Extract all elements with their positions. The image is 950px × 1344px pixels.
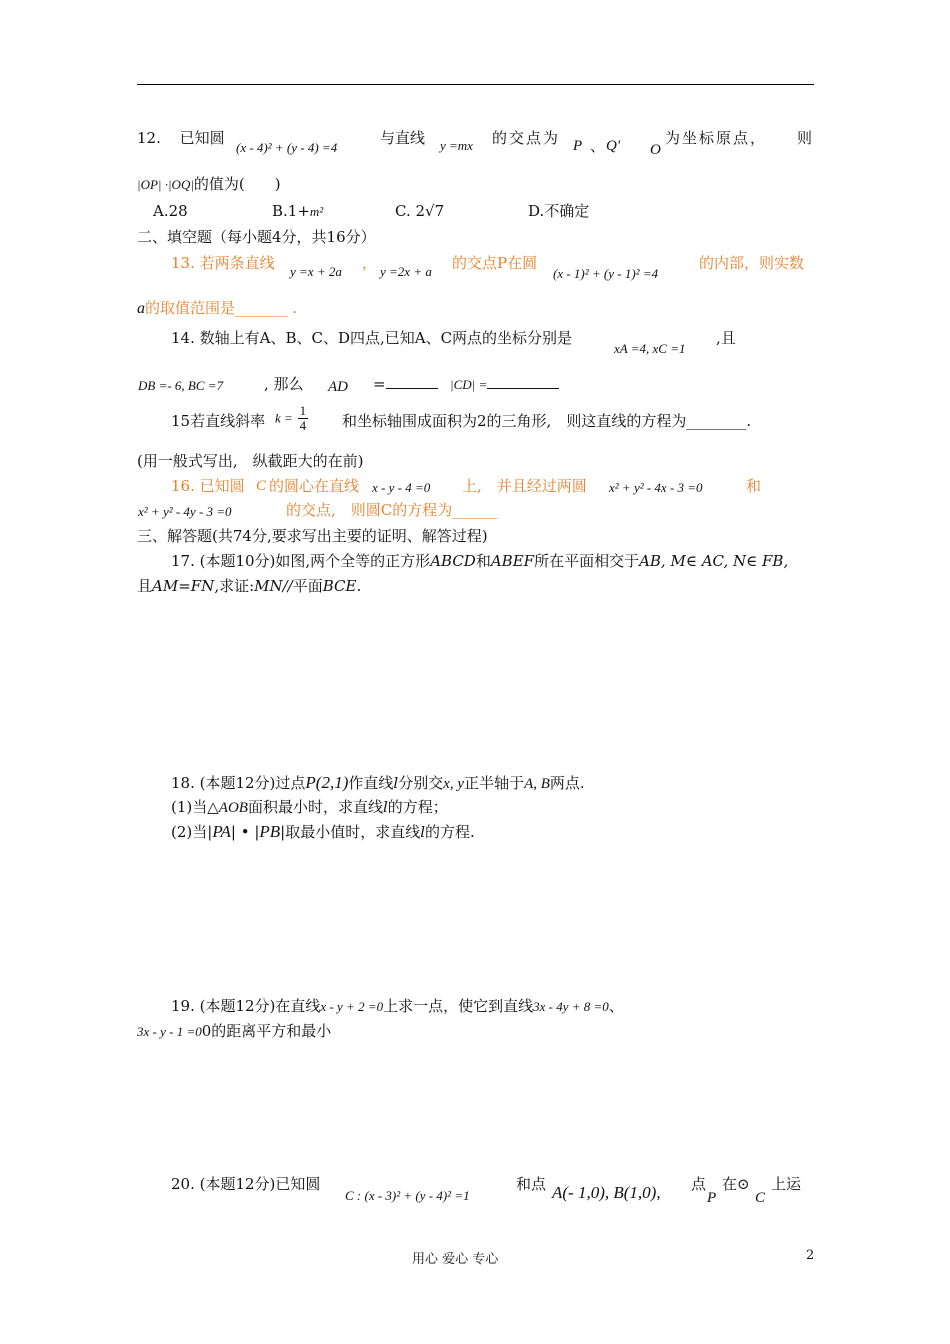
q17-and: 和 — [475, 552, 491, 570]
q19-line-3: 3x - y - 1 =0 — [137, 1024, 202, 1039]
q13-text-2: 的交点P在圆 — [452, 254, 538, 272]
q14-eq: = — [373, 375, 386, 393]
q13-circle-eq: (x - 1)² + (y - 1)² =4 — [553, 266, 659, 281]
q16-text-5: 的交点, 则圆C的方程为______ — [286, 501, 498, 519]
q12-option-b: B.1+ — [272, 202, 310, 220]
q15-fraction — [298, 404, 309, 433]
q14-text-2: ,且 — [716, 329, 736, 347]
q12-question: 的值为( ) — [193, 175, 281, 193]
q14-text-3: , 那么 — [264, 375, 304, 393]
q12-point-p: P — [573, 138, 583, 154]
q18-part2-text: |取最小值时，求直线 — [280, 823, 421, 841]
q14-blank-cd[interactable] — [487, 374, 559, 389]
q13-line-2: y =2x + a — [380, 264, 432, 279]
q12-option-d: D.不确定 — [528, 202, 590, 220]
q12-line-eq: y =mx — [440, 138, 473, 153]
q16-text-4: 和 — [746, 477, 762, 495]
q13-text: 13. 若两条直线 — [171, 254, 275, 272]
q17-abcd: ABCD — [430, 552, 476, 570]
q12-text-2: 与直线 — [380, 129, 426, 147]
q17-bce: BCE. — [322, 577, 362, 595]
q12-line1 — [137, 128, 225, 148]
q18-point: P(2,1) — [305, 773, 349, 792]
q20-points: A(- 1,0), B(1,0), — [552, 1183, 661, 1202]
q20-text-2: 和点 — [516, 1175, 547, 1193]
q18-text-4: 正半轴于 — [464, 774, 525, 792]
q18-part1-l: l — [382, 798, 388, 816]
q18-text-5: 两点. — [549, 774, 585, 792]
q12-point-q: Q' — [606, 138, 621, 154]
q12-expression: |OP| ·|OQ| — [137, 177, 194, 192]
q20-circle-eq: C : (x - 3)² + (y - 4)² =1 — [345, 1188, 470, 1203]
q19-line-1: x - y + 2 =0 — [320, 999, 384, 1014]
q15-note: (用一般式写出, 纵截距大的在前) — [137, 452, 364, 470]
q18-ab: A, B — [524, 776, 550, 792]
q12-text-5: 则 — [797, 129, 813, 147]
q18-l: l — [393, 774, 399, 792]
q16-circle-c: C — [256, 478, 267, 494]
q12-origin: O — [650, 142, 661, 158]
q13-comma: ， — [362, 254, 378, 272]
q14-cd: |CD| = — [450, 377, 488, 392]
q17-text-3: 且 — [137, 577, 153, 595]
q18-part1-text: 面积最小时，求直线 — [247, 798, 383, 816]
q15-text: 15若直线斜率 — [171, 412, 266, 430]
q18-xy: x, y — [443, 776, 465, 792]
q17-amfn: AM=FN — [152, 577, 215, 595]
q13-variable-a: a — [137, 300, 145, 317]
q12-sep: 、 — [590, 137, 606, 155]
q15-k: k = — [275, 410, 293, 426]
q13-text-4: 的取值范围是_______ . — [145, 299, 298, 317]
q14-ad: AD — [328, 379, 348, 395]
q16-text-2: 的圆心在直线 — [269, 477, 360, 495]
q18-text-3: 分别交 — [398, 774, 444, 792]
page-number: 2 — [806, 1248, 815, 1263]
q17-text-4: ,求证: — [214, 577, 255, 595]
q12-circle-eq: (x - 4)² + (y - 4) =4 — [236, 140, 338, 155]
q20-circle-c: C — [755, 1190, 766, 1206]
q13-text-3: 的内部，则实数 — [699, 254, 805, 272]
q18-part1-end: 的方程； — [387, 798, 448, 816]
q17-text: 17. (本题10分)如图,两个全等的正方形 — [171, 552, 431, 570]
header-rule — [137, 84, 814, 85]
q12-text-3: 的交点为 — [492, 129, 561, 147]
q15-text-2: 和坐标轴围成面积为2的三角形, 则这直线的方程为________. — [342, 412, 752, 430]
q17-ab: AB, M∈ AC, N∈ FB, — [639, 552, 789, 570]
q12-option-c: C. 2√7 — [395, 202, 445, 220]
q18-text: 18. (本题12分)过点 — [171, 774, 306, 792]
q19-line-2: 3x - 4y + 8 =0 — [533, 999, 609, 1014]
q12-number: 12. — [137, 129, 161, 147]
q18-part2-end: 的方程. — [425, 823, 475, 841]
q18-text-2: 作直线 — [348, 774, 394, 792]
q16-line-eq: x - y - 4 =0 — [372, 480, 431, 495]
q14-given: DB =- 6, BC =7 — [138, 378, 224, 393]
q12-text: 已知圆 — [179, 129, 225, 147]
q19-text-2: 上求一点，使它到直线 — [383, 997, 534, 1015]
q18-part2-dot: | • | — [230, 823, 260, 841]
q16-circle-2: x² + y² - 4y - 3 =0 — [138, 504, 232, 519]
q17-abef: ABEF — [490, 552, 535, 570]
q17-text-2: 所在平面相交于 — [534, 552, 640, 570]
q14-text: 14. 数轴上有A、B、C、D四点,已知A、C两点的坐标分别是 — [171, 329, 573, 347]
q18-aob: AOB — [218, 800, 248, 816]
q14-blank-ad[interactable] — [386, 374, 438, 389]
q18-part2: (2)当| — [171, 823, 213, 841]
q19-text: 19. (本题12分)在直线 — [171, 997, 321, 1015]
q18-pa: PA — [212, 822, 231, 841]
q19-text-4: 0的距离平方和最小 — [201, 1022, 332, 1040]
q18-pb: PB — [259, 822, 281, 841]
q14-coordinates: xA =4, xC =1 — [614, 341, 686, 356]
q16-text: 16. 已知圆 — [171, 477, 245, 495]
q17-text-5: 平面 — [292, 577, 323, 595]
q16-circle-1: x² + y² - 4x - 3 =0 — [609, 480, 703, 495]
q12-option-a: A.28 — [153, 202, 188, 220]
q20-text-5: 上运 — [771, 1175, 802, 1193]
q16-text-3: 上, 并且经过两圆 — [462, 477, 587, 495]
q20-text: 20. (本题12分)已知圆 — [171, 1175, 321, 1193]
q18-part2-l: l — [420, 823, 426, 841]
q12-option-b-m: m² — [309, 204, 324, 219]
section-2-heading: 二、填空题（每小题4分，共16分） — [137, 228, 376, 246]
q19-text-3: 、 — [608, 997, 624, 1015]
q12-text-4: 为坐标原点， — [665, 129, 768, 147]
q15-denominator: 4 — [299, 418, 307, 433]
q13-line-1: y =x + 2a — [290, 264, 342, 279]
q17-mn: MN// — [254, 577, 293, 595]
footer-motto: 用心 爱心 专心 — [412, 1252, 499, 1267]
q20-text-3: 点 — [691, 1175, 707, 1193]
q15-numerator: 1 — [299, 403, 307, 418]
section-3-heading: 三、解答题(共74分,要求写出主要的证明、解答过程) — [137, 527, 488, 545]
q18-part1: (1)当△ — [171, 798, 219, 816]
q20-text-4: 在⊙ — [722, 1175, 750, 1193]
q20-point-p: P — [707, 1190, 717, 1206]
